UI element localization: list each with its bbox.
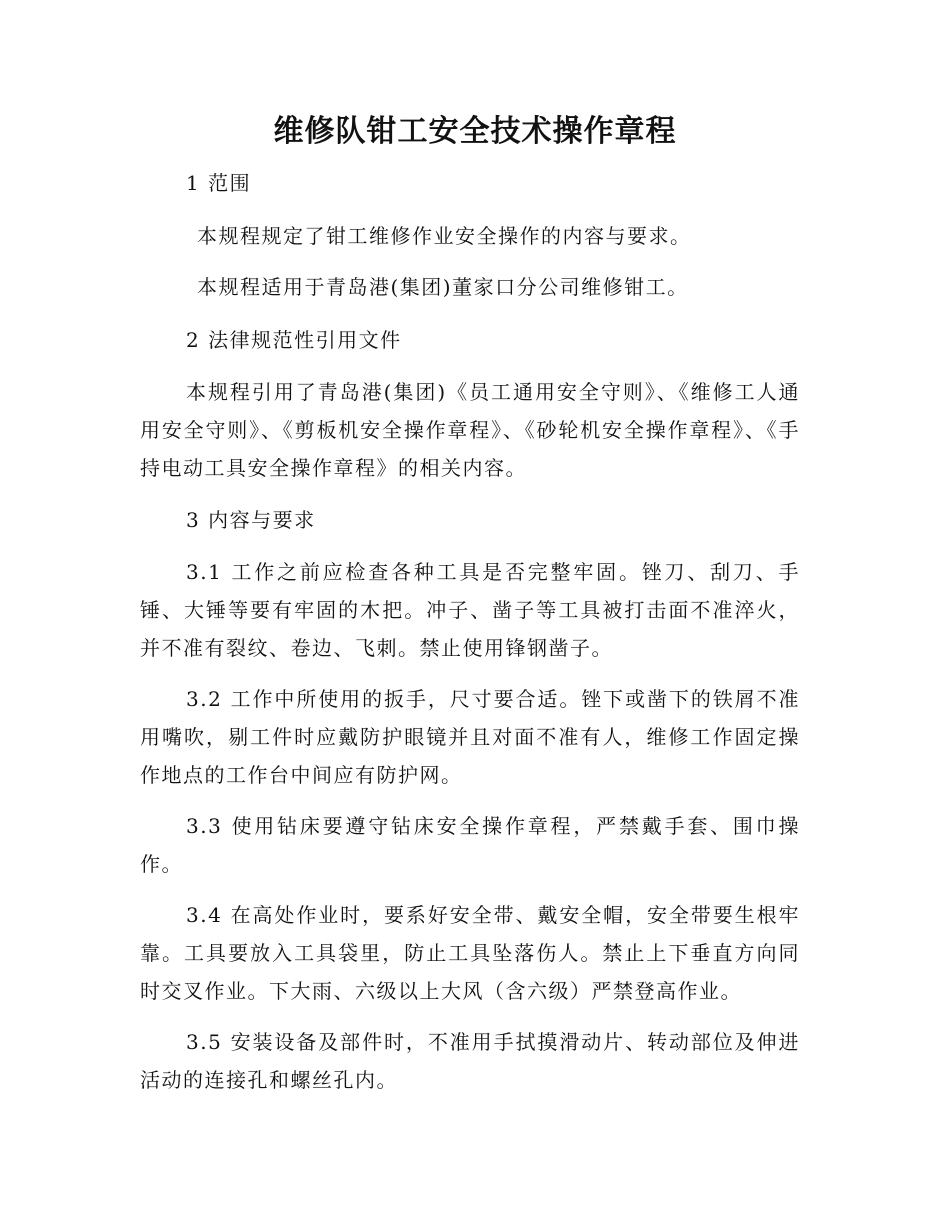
section-2-paragraph: 本规程引用了青岛港(集团)《员工通用安全守则》、《维修工人通用安全守则》、《剪板机安全操作章程》、《砂轮机安全操作章程》、《手持电动工具安全操作章程》的相关内容。 — [140, 380, 800, 480]
document-title: 维修队钳工安全技术操作章程 — [273, 114, 677, 149]
section-1-paragraph-2: 本规程适用于青岛港(集团)董家口分公司维修钳工。 — [197, 275, 689, 299]
clause-3-1: 3.1 工作之前应检查各种工具是否完整牢固。锉刀、刮刀、手锤、大锤等要有牢固的木把。冲子、凿子等工具被打击面不准淬火，并不准有裂纹、卷边、飞刺。禁止使用锋钢凿子。 — [140, 560, 800, 660]
clause-3-2: 3.2 工作中所使用的扳手，尺寸要合适。锉下或凿下的铁屑不准用嘴吹，剔工件时应戴防护眼镜并且对面不准有人，维修工作固定操作地点的工作台中间应有防护网。 — [140, 687, 800, 787]
clause-3-5: 3.5 安装设备及部件时，不准用手拭摸滑动片、转动部位及伸进活动的连接孔和螺丝孔内。 — [140, 1030, 800, 1092]
clause-3-3: 3.3 使用钻床要遵守钻床安全操作章程，严禁戴手套、围巾操作。 — [140, 814, 800, 876]
section-1-heading: 1 范围 — [186, 171, 252, 195]
section-1-paragraph-1: 本规程规定了钳工维修作业安全操作的内容与要求。 — [197, 224, 692, 248]
clause-3-4: 3.4 在高处作业时，要系好安全带、戴安全帽，安全带要生根牢靠。工具要放入工具袋里，防止工具坠落伤人。禁止上下垂直方向同时交叉作业。下大雨、六级以上大风（含六级）严禁登高作业。 — [140, 903, 800, 1003]
section-3-heading: 3 内容与要求 — [186, 508, 316, 532]
section-2-heading: 2 法律规范性引用文件 — [186, 328, 402, 352]
